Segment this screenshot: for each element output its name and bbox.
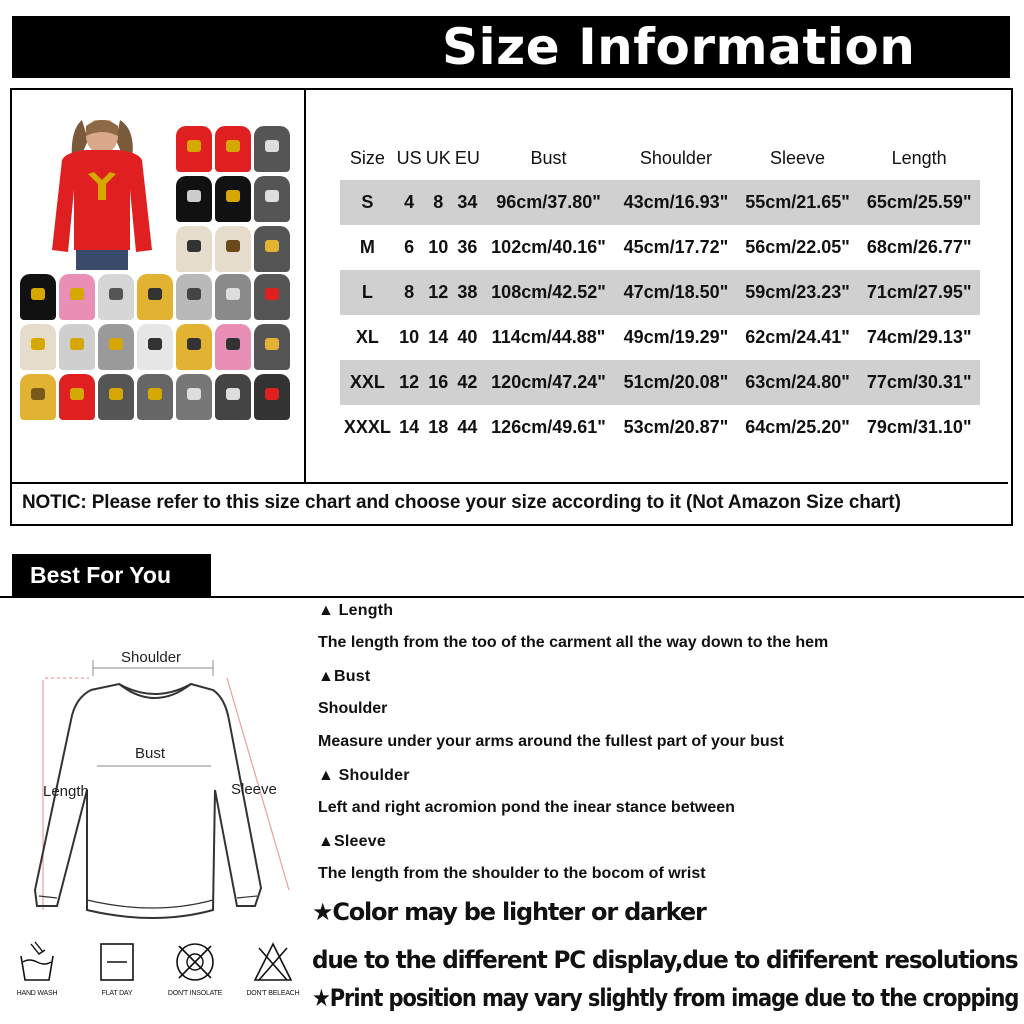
table-cell: 6 <box>404 237 415 257</box>
column-header-sleeve: Sleeve <box>770 147 826 168</box>
table-cell: 14 <box>428 327 449 347</box>
table-cell: 51cm/20.08" <box>615 360 737 405</box>
thumbnail <box>215 176 251 222</box>
page-title: Size Information <box>442 18 916 76</box>
product-photo-panel <box>12 90 306 482</box>
table-cell: 49cm/19.29" <box>623 327 729 347</box>
table-cell: 45cm/17.72" <box>623 237 729 257</box>
size-table-header-row <box>340 136 980 180</box>
thumbnail <box>176 324 212 370</box>
thumbnail <box>98 274 134 320</box>
length-label: Length <box>43 783 89 800</box>
table-cell: 38 <box>453 270 482 315</box>
sleeve-description: The length from the shoulder to the bocom of wrist <box>318 865 706 882</box>
model-photo <box>42 120 162 270</box>
table-cell: 68cm/26.77" <box>866 237 972 257</box>
table-row <box>340 270 980 315</box>
table-cell: 56cm/22.05" <box>745 237 850 257</box>
table-cell: 47cm/18.50" <box>615 270 737 315</box>
bust-description: Measure under your arms around the fullest part of your bust <box>318 733 784 750</box>
table-cell: XXXL <box>343 417 391 437</box>
table-cell: 102cm/40.16" <box>491 237 606 257</box>
table-cell: 64cm/25.20" <box>745 417 850 437</box>
thumbnail <box>254 126 290 172</box>
column-header-bust: Bust <box>530 147 567 168</box>
table-cell: 40 <box>457 327 478 347</box>
thumbnail <box>215 126 251 172</box>
shoulder-description: Left and right acromion pond the inear stance between <box>318 799 735 816</box>
table-cell: 12 <box>395 360 424 405</box>
thumbnail <box>176 226 212 272</box>
table-cell: 120cm/47.24" <box>482 360 615 405</box>
column-header-shoulder: Shoulder <box>639 147 712 168</box>
thumbnail <box>254 176 290 222</box>
care-do-not-bleach <box>238 940 308 997</box>
care-label: HAND WASH <box>16 990 58 997</box>
thumbnail <box>254 374 290 420</box>
care-flat-dry <box>82 940 152 997</box>
table-cell: 71cm/27.95" <box>858 270 980 315</box>
table-cell: 36 <box>457 237 478 257</box>
table-cell: 55cm/21.65" <box>737 180 859 225</box>
thumbnail <box>215 374 251 420</box>
thumbnail <box>176 176 212 222</box>
table-cell: L <box>340 270 395 315</box>
table-cell: S <box>340 180 395 225</box>
table-cell: 8 <box>424 180 453 225</box>
table-row <box>340 405 980 450</box>
bust-subheading: Shoulder <box>318 700 388 717</box>
thumbnail <box>215 324 251 370</box>
table-cell: 8 <box>395 270 424 315</box>
thumbnail <box>98 374 134 420</box>
table-cell: 34 <box>453 180 482 225</box>
thumbnail <box>20 374 56 420</box>
table-cell: 10 <box>399 327 420 347</box>
thumbnail <box>215 226 251 272</box>
measurement-diagram <box>15 620 305 920</box>
table-row <box>340 315 980 360</box>
table-cell: 4 <box>395 180 424 225</box>
shoulder-label: Shoulder <box>121 649 182 666</box>
size-table <box>340 136 980 450</box>
thumbnail <box>137 274 173 320</box>
size-notice: NOTIC: Please refer to this size chart and choose your size according to it (Not Amazon Size chart) <box>12 482 1008 524</box>
shoulder-heading: ▲ Shoulder <box>318 767 410 784</box>
table-cell: 77cm/30.31" <box>858 360 980 405</box>
table-cell: 96cm/37.80" <box>482 180 615 225</box>
thumbnail <box>137 374 173 420</box>
thumbnail <box>59 324 95 370</box>
care-label: DON'T INSOLATE <box>167 990 223 997</box>
table-cell: 65cm/25.59" <box>858 180 980 225</box>
care-hand-wash <box>2 940 72 997</box>
table-cell: 42 <box>453 360 482 405</box>
thumbnail <box>176 374 212 420</box>
thumbnail <box>254 274 290 320</box>
header-banner <box>12 16 1010 78</box>
flat-dry-icon <box>97 940 137 984</box>
thumbnail <box>20 274 56 320</box>
column-header-us: US <box>396 147 422 168</box>
print-note: ★Print position may vary slightly from image due to the cropping <box>312 984 1019 1012</box>
display-note: due to the different PC display,due to dififerent resolutions <box>312 946 1018 974</box>
table-cell: 44 <box>457 417 478 437</box>
table-row <box>340 225 980 270</box>
table-cell: 62cm/24.41" <box>745 327 850 347</box>
table-row <box>340 360 980 405</box>
thumbnail <box>176 274 212 320</box>
table-cell: 74cm/29.13" <box>866 327 972 347</box>
length-heading: ▲ Length <box>318 602 394 619</box>
table-cell: 12 <box>424 270 453 315</box>
table-cell: M <box>359 237 375 257</box>
table-cell: 43cm/16.93" <box>615 180 737 225</box>
bust-label: Bust <box>135 745 166 762</box>
section-divider <box>0 596 1024 598</box>
size-table-panel <box>308 90 1011 482</box>
column-header-uk: UK <box>425 147 451 168</box>
table-cell: 108cm/42.52" <box>482 270 615 315</box>
care-label: FLAT DAY <box>101 990 133 997</box>
length-description: The length from the too of the carment all the way down to the hem <box>318 634 829 651</box>
thumbnail <box>59 374 95 420</box>
table-cell: 14 <box>399 417 420 437</box>
size-chart-frame <box>10 88 1013 526</box>
thumbnail <box>137 324 173 370</box>
thumbnail <box>59 274 95 320</box>
table-cell: 53cm/20.87" <box>623 417 729 437</box>
table-cell: 10 <box>428 237 449 257</box>
sleeve-label: Sleeve <box>231 781 277 798</box>
table-cell: 79cm/31.10" <box>866 417 972 437</box>
thumbnail <box>20 324 56 370</box>
table-cell: 63cm/24.80" <box>737 360 859 405</box>
thumbnail <box>254 324 290 370</box>
table-cell: 126cm/49.61" <box>491 417 606 437</box>
care-label: DON'T BELEACH <box>246 990 300 997</box>
table-cell: XL <box>355 327 379 347</box>
thumbnail <box>254 226 290 272</box>
table-cell: XXL <box>340 360 395 405</box>
do-not-insolate-icon <box>173 940 217 984</box>
table-cell: 16 <box>424 360 453 405</box>
bust-heading: ▲Bust <box>318 668 371 685</box>
best-for-you-tab: Best For You <box>12 554 211 596</box>
column-header-length: Length <box>891 147 947 168</box>
thumbnail <box>176 126 212 172</box>
column-header-size: Size <box>349 147 385 168</box>
color-note: ★Color may be lighter or darker <box>312 898 706 926</box>
sleeve-heading: ▲Sleeve <box>318 833 386 850</box>
table-cell: 114cm/44.88" <box>491 327 606 347</box>
shirt-outline-icon <box>35 684 261 918</box>
column-header-eu: EU <box>454 147 480 168</box>
care-do-not-insolate <box>160 940 230 997</box>
thumbnail <box>98 324 134 370</box>
thumbnail <box>215 274 251 320</box>
table-row <box>340 180 980 225</box>
table-cell: 59cm/23.23" <box>737 270 859 315</box>
table-cell: 18 <box>428 417 449 437</box>
do-not-bleach-icon <box>251 940 295 984</box>
hand-wash-icon <box>17 940 57 984</box>
